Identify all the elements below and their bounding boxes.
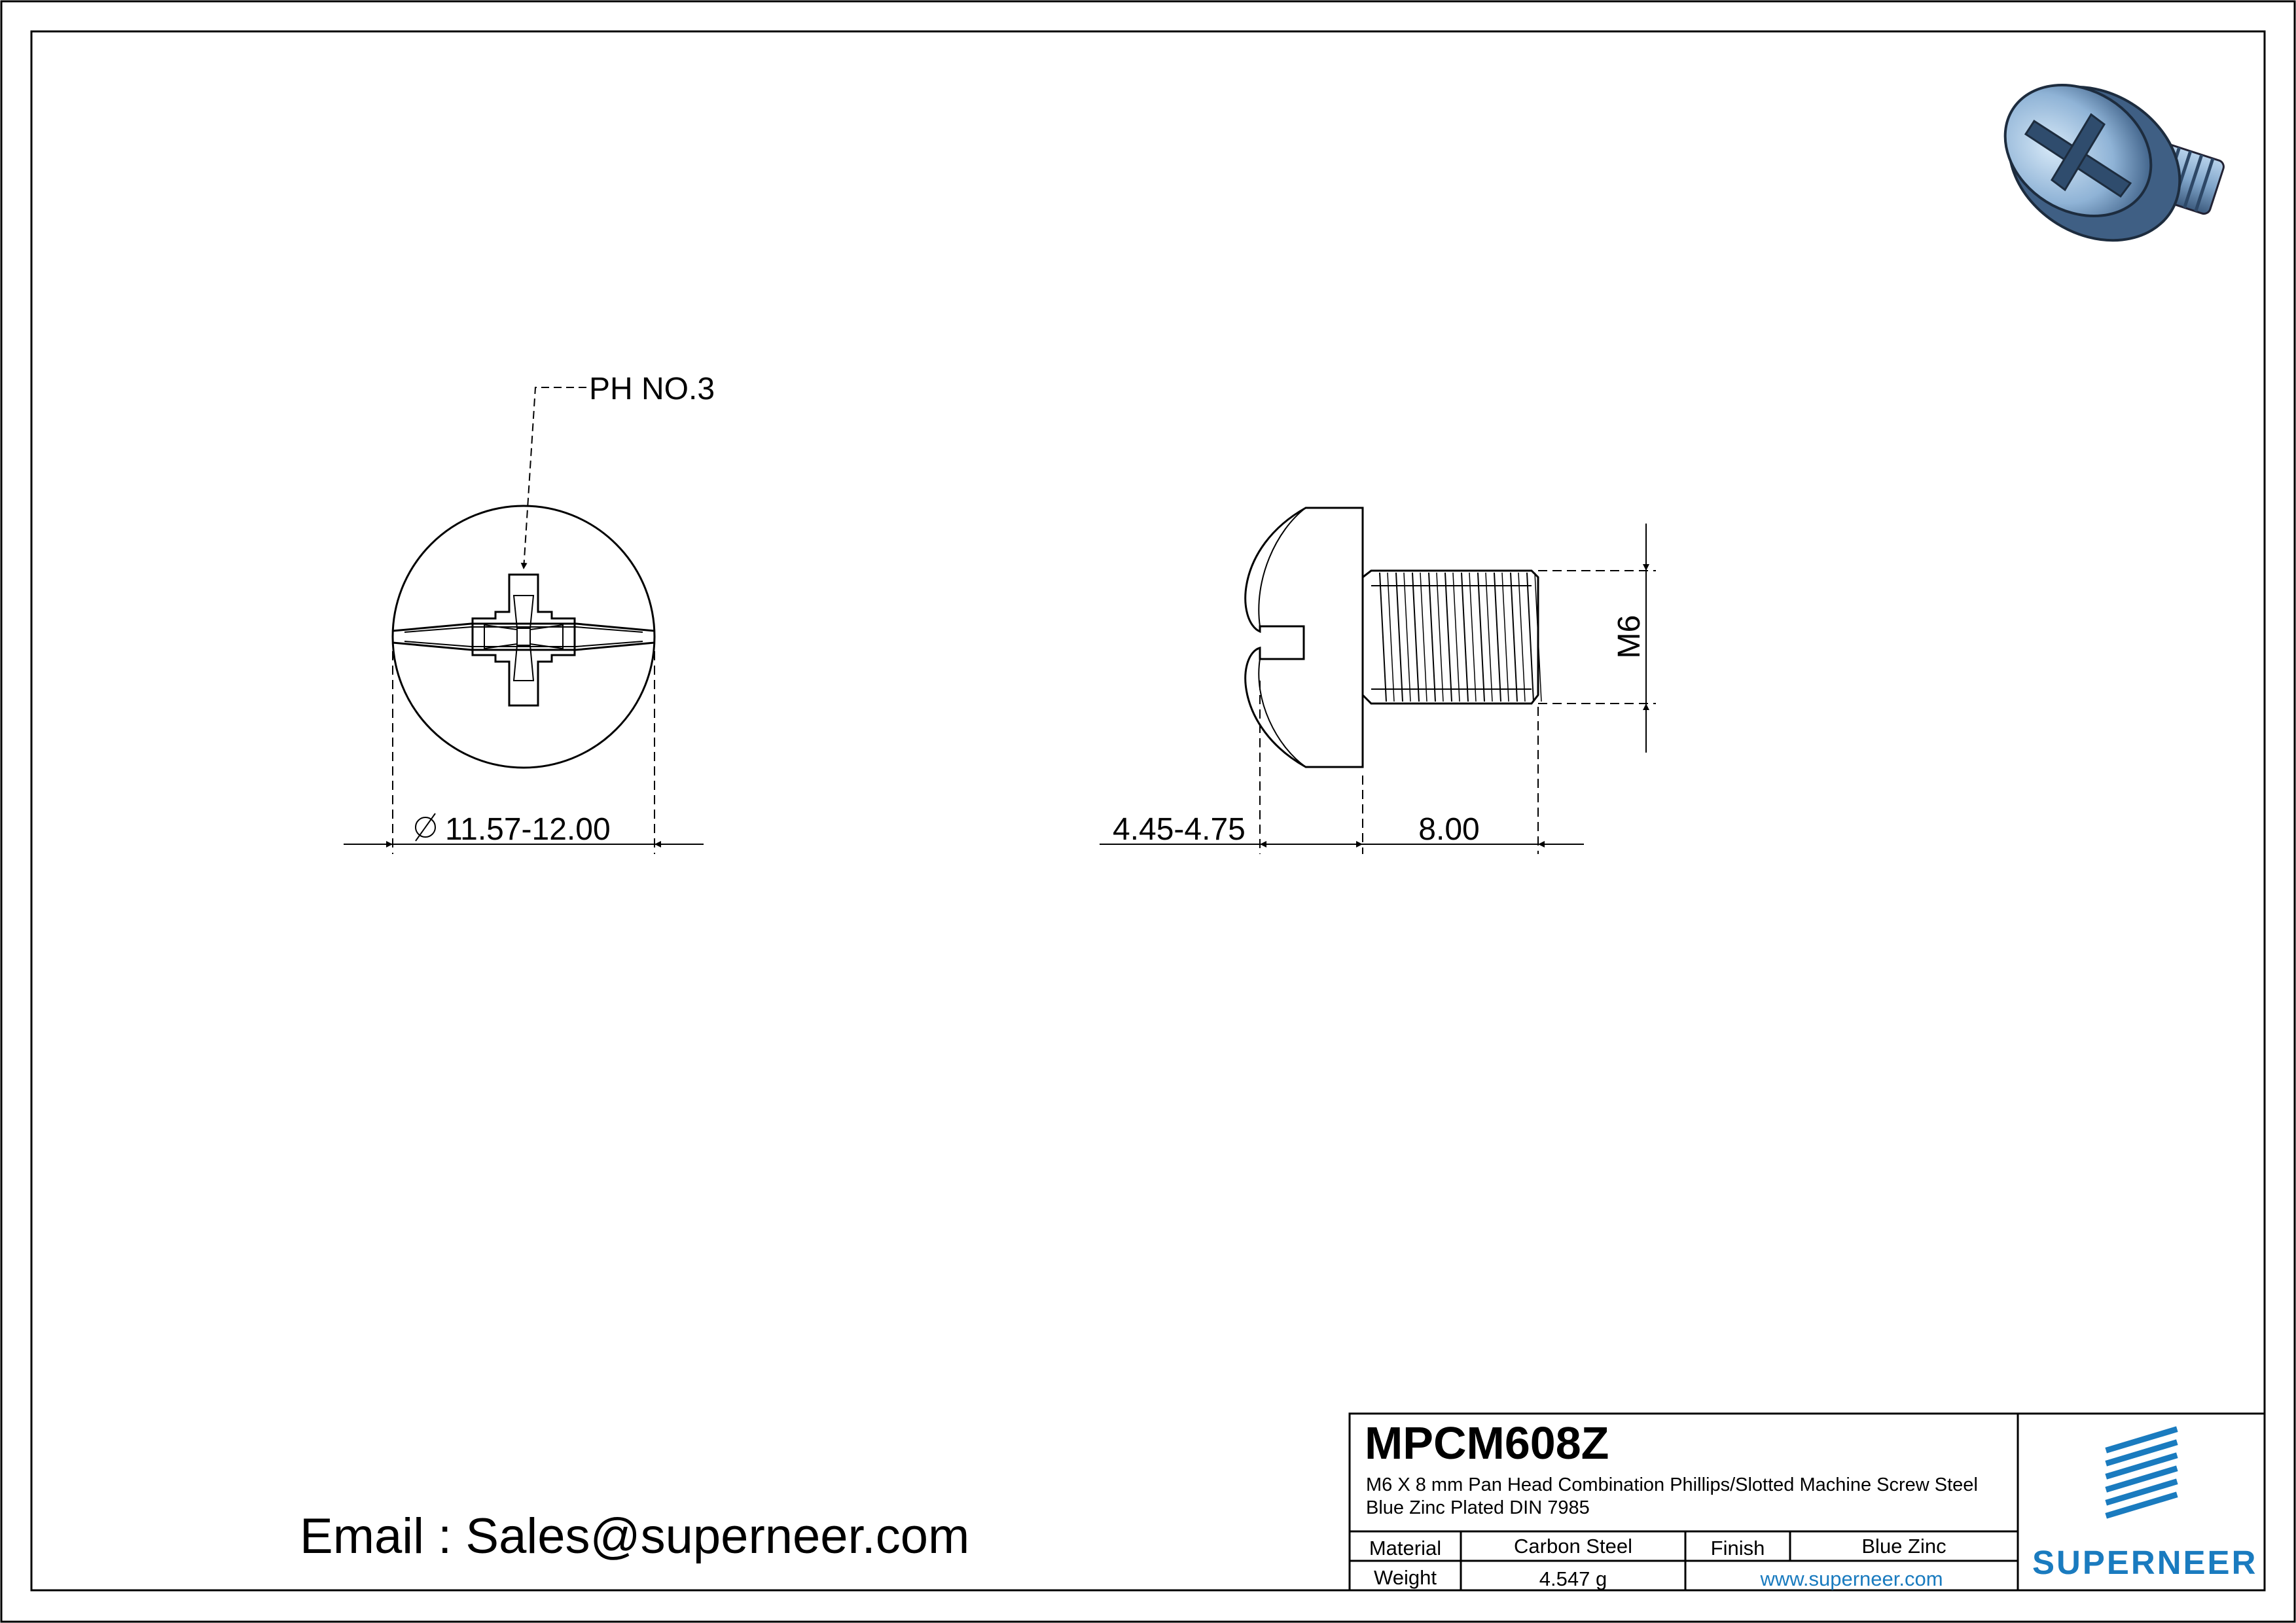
material-label: Material (1369, 1537, 1442, 1560)
thread-crest-line (1494, 573, 1501, 702)
part-number: MPCM608Z (1365, 1418, 1609, 1469)
dim-head-diameter: 11.57-12.00 (445, 812, 611, 847)
callout-drive-text: PH NO.3 (589, 372, 715, 406)
dim-head-height: 4.45-4.75 (1113, 812, 1246, 847)
contact-email[interactable]: Email : Sales@superneer.com (300, 1508, 970, 1564)
head-profile (1246, 508, 1363, 767)
finish-value: Blue Zinc (1861, 1535, 1946, 1558)
weight-label: Weight (1374, 1566, 1437, 1589)
dim-length: 8.00 (1418, 812, 1480, 847)
thread-crest-line (1511, 573, 1517, 702)
thread-root-line (1388, 573, 1394, 702)
logo-wordmark: SUPERNEER (2032, 1544, 2258, 1581)
part-description: M6 X 8 mm Pan Head Combination Phillips/Slotted Machine Screw Steel Blue Zinc Plated DIN 7985 (1366, 1474, 1978, 1518)
thread-root-line (1502, 573, 1509, 702)
inner-border (31, 31, 2265, 1590)
head-outline (393, 506, 655, 768)
website-link[interactable]: www.superneer.com (1760, 1567, 1943, 1590)
thread-crest-line (1462, 573, 1468, 702)
thread-root-line (1404, 573, 1410, 702)
thread-root-line (1420, 573, 1427, 702)
dim-thread: M6 (1612, 615, 1647, 659)
thread-crest-line (1527, 573, 1534, 702)
weight-value: 4.547 g (1539, 1567, 1607, 1590)
thread-crest-line (1396, 573, 1403, 702)
side-view (1246, 508, 1538, 767)
superneer-logo-icon (2109, 1430, 2174, 1515)
thread-crest-line (1412, 573, 1419, 702)
thread-root-line (1437, 573, 1443, 702)
screw-3d-render (1981, 56, 2225, 271)
callout-leader (524, 387, 586, 569)
phillips-recess (473, 575, 575, 705)
thread-crest-line (1478, 573, 1484, 702)
thread-crests (1380, 573, 1541, 702)
thread-crest-line (1445, 573, 1452, 702)
outer-border (1, 1, 2295, 1622)
thread-crest-line (1380, 573, 1386, 702)
top-view (393, 506, 655, 854)
thread-root-line (1486, 573, 1492, 702)
finish-label: Finish (1710, 1537, 1765, 1560)
thread-root-line (1469, 573, 1476, 702)
thread-root-line (1518, 573, 1525, 702)
thread-root-line (1453, 573, 1460, 702)
thread-crest-line (1429, 573, 1435, 702)
material-value: Carbon Steel (1514, 1535, 1632, 1558)
